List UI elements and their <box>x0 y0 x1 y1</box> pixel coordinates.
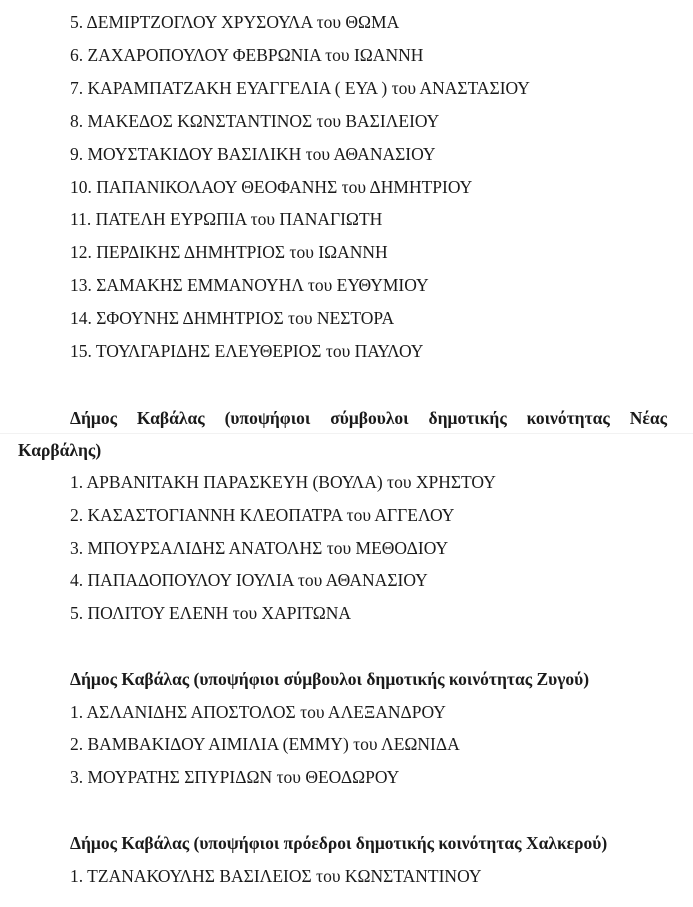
list-item: 2. ΒΑΜΒΑΚΙΔΟΥ ΑΙΜΙΛΙΑ (ΕΜΜΥ) του ΛΕΩΝΙΔΑ <box>70 734 460 754</box>
list-item: 9. ΜΟΥΣΤΑΚΙΔΟΥ ΒΑΣΙΛΙΚΗ του ΑΘΑΝΑΣΙΟΥ <box>70 144 436 164</box>
section-heading: Δήμος Καβάλας (υποψήφιοι σύμβουλοι δημοτικής κοινότητας Ζυγού) <box>70 669 590 689</box>
list-item: 14. ΣΦΟΥΝΗΣ ΔΗΜΗΤΡΙΟΣ του ΝΕΣΤΟΡΑ <box>70 308 395 328</box>
list-item: 5. ΠΟΛΙΤΟΥ ΕΛΕΝΗ του ΧΑΡΙΤΩΝΑ <box>70 603 351 623</box>
list-item: 5. ΔΕΜΙΡΤΖΟΓΛΟΥ ΧΡΥΣΟΥΛΑ του ΘΩΜΑ <box>70 12 400 32</box>
list-item: 15. ΤΟΥΛΓΑΡΙΔΗΣ ΕΛΕΥΘΕΡΙΟΣ του ΠΑΥΛΟΥ <box>70 341 424 361</box>
section-heading: Δήμος Καβάλας (υποψήφιοι πρόεδροι δημοτικής κοινότητας Χαλκερού) <box>70 833 608 853</box>
list-item: 13. ΣΑΜΑΚΗΣ ΕΜΜΑΝΟΥΗΛ του ΕΥΘΥΜΙΟΥ <box>70 275 429 295</box>
list-item: 4. ΠΑΠΑΔΟΠΟΥΛΟΥ ΙΟΥΛΙΑ του ΑΘΑΝΑΣΙΟΥ <box>70 570 428 590</box>
list-item: 7. ΚΑΡΑΜΠΑΤΖΑΚΗ ΕΥΑΓΓΕΛΙΑ ( ΕΥΑ ) του ΑΝΑΣΤΑΣΙΟΥ <box>70 78 530 98</box>
list-item: 12. ΠΕΡΔΙΚΗΣ ΔΗΜΗΤΡΙΟΣ του ΙΩΑΝΝΗ <box>70 242 388 262</box>
list-item: 1. ΑΣΛΑΝΙΔΗΣ ΑΠΟΣΤΟΛΟΣ του ΑΛΕΞΑΝΔΡΟΥ <box>70 702 446 722</box>
list-item: 1. ΤΖΑΝΑΚΟΥΛΗΣ ΒΑΣΙΛΕΙΟΣ του ΚΩΝΣΤΑΝΤΙΝΟΥ <box>70 866 482 886</box>
list-item: 2. ΚΑΣΑΣΤΟΓΙΑΝΝΗ ΚΛΕΟΠΑΤΡΑ του ΑΓΓΕΛΟΥ <box>70 505 455 525</box>
list-item: 6. ΖΑΧΑΡΟΠΟΥΛΟΥ ΦΕΒΡΩΝΙΑ του ΙΩΑΝΝΗ <box>70 45 424 65</box>
list-item: 3. ΜΠΟΥΡΣΑΛΙΔΗΣ ΑΝΑΤΟΛΗΣ του ΜΕΘΟΔΙΟΥ <box>70 538 449 558</box>
section-heading-continuation: Καρβάλης) <box>18 440 102 460</box>
list-item: 11. ΠΑΤΕΛΗ ΕΥΡΩΠΙΑ του ΠΑΝΑΓΙΩΤΗ <box>70 209 383 229</box>
list-item: 10. ΠΑΠΑΝΙΚΟΛΑΟΥ ΘΕΟΦΑΝΗΣ του ΔΗΜΗΤΡΙΟΥ <box>70 177 473 197</box>
list-item: 1. ΑΡΒΑΝΙΤΑΚΗ ΠΑΡΑΣΚΕΥΗ (ΒΟΥΛΑ) του ΧΡΗΣΤΟΥ <box>70 472 496 492</box>
section-heading: Δήμος Καβάλας (υποψήφιοι σύμβουλοι δημοτικής κοινότητας Νέας <box>70 408 667 428</box>
page-divider <box>0 433 693 434</box>
list-item: 8. ΜΑΚΕΔΟΣ ΚΩΝΣΤΑΝΤΙΝΟΣ του ΒΑΣΙΛΕΙΟΥ <box>70 111 440 131</box>
list-item: 3. ΜΟΥΡΑΤΗΣ ΣΠΥΡΙΔΩΝ του ΘΕΟΔΩΡΟΥ <box>70 767 400 787</box>
